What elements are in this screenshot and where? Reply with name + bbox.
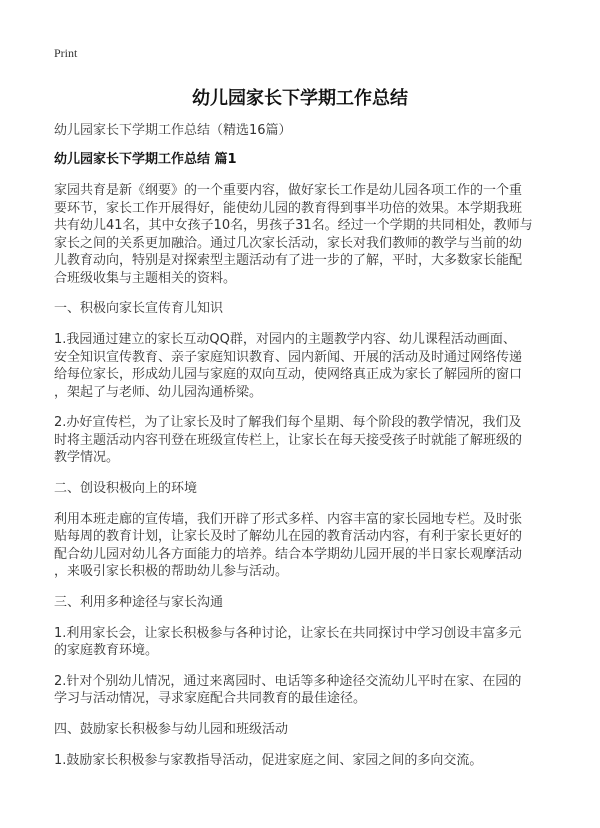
paragraph-line: 安全知识宣传教育、亲子家庭知识教育、园内新闻、开展的活动及时通过网络传递 (54, 349, 523, 365)
paragraph (54, 414, 574, 467)
paragraph-line: 要环节，家长工作开展得好，能使幼儿园的教育得到事半功倍的效果。本学期我班 (54, 200, 523, 216)
paragraph-line: 共有幼儿41名，其中女孩子10名，男孩子31名。经过一个学期的共同相处，教师与 (54, 218, 533, 233)
paragraph-line: 配合幼儿园对幼儿各方面能力的培养。结合本学期幼儿园开展的半日家长观摩活动 (54, 546, 523, 562)
paragraph-line: 儿教育动向，特别是对探索型主题活动有了进一步的了解，平时，大多数家长能配 (54, 253, 523, 268)
paragraph-line: 1.我园通过建立的家长互动QQ群，对园内的主题教学内容、幼儿课程活动画面、 (54, 332, 516, 347)
paragraph (54, 511, 574, 581)
document-body (54, 151, 574, 782)
paragraph-line: 学习与活动情况，寻求家庭配合共同教育的最佳途径。 (54, 691, 367, 706)
paragraph-line: 时将主题活动内容刊登在班级宣传栏上，让家长在每天接受孩子时就能了解班级的 (54, 432, 523, 448)
paragraph-line: 的家庭教育环境。 (54, 643, 159, 658)
section-heading: 一、积极向家长宣传育儿知识 (54, 301, 224, 316)
paragraph-line: ，来吸引家长积极的帮助幼儿参与活动。 (54, 564, 289, 579)
paragraph-line: 贴每周的教育计划，让家长及时了解幼儿在园的教育活动内容，有利于家长更好的 (54, 529, 523, 544)
paragraph-line: ，架起了与老师、幼儿园沟通桥梁。 (54, 384, 263, 400)
section-heading: 三、利用多种途径与家长沟通 (54, 594, 224, 610)
document-title: 幼儿园家长下学期工作总结 (192, 88, 408, 109)
section-heading: 四、鼓励家长积极参与幼儿园和班级活动 (54, 721, 289, 737)
paragraph (54, 673, 574, 708)
paragraph-line: 2.办好宣传栏，为了让家长及时了解我们每个星期、每个阶段的教学情况，我们及 (54, 415, 522, 430)
article-heading: 幼儿园家长下学期工作总结 篇1 (54, 152, 237, 167)
paragraph (54, 752, 574, 770)
paragraph-line: 利用本班走廊的宣传墙，我们开辟了形式多样、内容丰富的家长园地专栏。及时张 (54, 511, 523, 527)
paragraph-line: 家长之间的关系更加融洽。通过几次家长活动，家长对我们教师的教学与当前的幼 (54, 235, 523, 251)
paragraph-line: 2.针对个别幼儿情况，通过来离园时、电话等多种途径交流幼儿平时在家、在园的 (54, 673, 522, 689)
paragraph (54, 182, 574, 287)
section-heading: 二、创设积极向上的环境 (54, 480, 198, 496)
document-subtitle: 幼儿园家长下学期工作总结（精选16篇） (54, 123, 292, 138)
paragraph-line: 教学情况。 (54, 450, 120, 465)
paragraph-line: 给每位家长，形成幼儿园与家庭的双向互动，使网络真正成为家长了解园所的窗口 (54, 367, 523, 382)
paragraph (54, 331, 574, 401)
paragraph-line: 合班级收集与主题相关的资料。 (54, 270, 237, 286)
paragraph-line: 1.鼓励家长积极参与家教指导活动，促进家庭之间、家园之间的多向交流。 (54, 752, 483, 768)
print-link[interactable]: Print (54, 46, 78, 60)
paragraph-line: 1.利用家长会，让家长积极参与各种讨论，让家长在共同探讨中学习创设丰富多元 (54, 625, 522, 641)
paragraph-line: 家园共育是新《纲要》的一个重要内容，做好家长工作是幼儿园各项工作的一个重 (54, 183, 523, 198)
paragraph (54, 625, 574, 660)
